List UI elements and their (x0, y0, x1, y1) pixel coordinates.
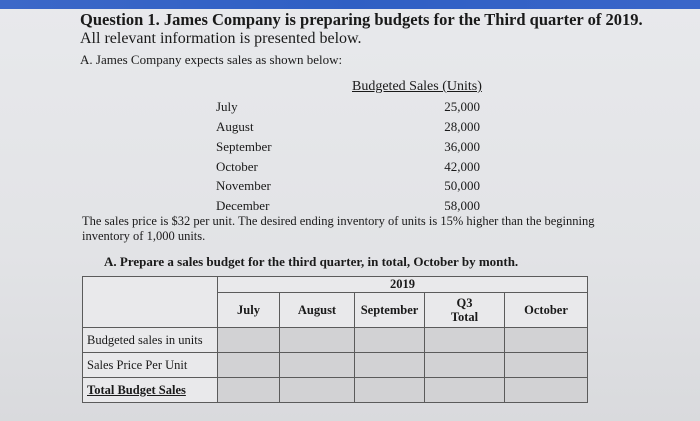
month-label: August (216, 119, 254, 134)
units-value: 50,000 (444, 178, 480, 193)
input-cell[interactable] (280, 328, 355, 353)
month-label: September (216, 139, 272, 154)
month-label: November (216, 178, 271, 193)
sales-row-september (216, 139, 480, 157)
corner-cell (83, 277, 218, 328)
month-label: October (216, 159, 258, 174)
col-header-august: August (280, 293, 355, 328)
month-label: July (216, 99, 238, 114)
sales-budget-table (82, 276, 588, 403)
units-value: 42,000 (444, 159, 480, 174)
input-cell[interactable] (505, 353, 588, 378)
total-label: Total (450, 310, 479, 324)
units-value: 25,000 (444, 99, 480, 114)
input-cell[interactable] (218, 378, 280, 403)
input-cell[interactable] (355, 328, 425, 353)
table-row (83, 378, 588, 403)
sales-row-october (216, 159, 480, 177)
task-instruction: A. Prepare a sales budget for the third quarter, in total, October by month. (104, 254, 519, 269)
input-cell[interactable] (355, 378, 425, 403)
input-cell[interactable] (280, 353, 355, 378)
input-cell[interactable] (218, 328, 280, 353)
sales-price-paragraph: The sales price is $32 per unit. The desired ending inventory of units is 15% higher than the beginning inventory of 1,000 units. (82, 214, 595, 243)
input-cell[interactable] (425, 353, 505, 378)
year-header: 2019 (218, 277, 588, 293)
q3-label: Q3 (456, 296, 473, 310)
month-label: December (216, 198, 270, 213)
row-label-budgeted-units: Budgeted sales in units (83, 328, 218, 353)
input-cell[interactable] (425, 328, 505, 353)
table-row (83, 353, 588, 378)
row-label-sales-price: Sales Price Per Unit (83, 353, 218, 378)
units-value: 58,000 (444, 198, 480, 213)
units-value: 36,000 (444, 139, 480, 154)
input-cell[interactable] (505, 378, 588, 403)
col-header-july: July (218, 293, 280, 328)
input-cell[interactable] (425, 378, 505, 403)
sales-row-july (216, 99, 480, 117)
input-cell[interactable] (505, 328, 588, 353)
row-label-total-budget-sales: Total Budget Sales (83, 378, 218, 403)
sales-row-november (216, 178, 480, 196)
sales-row-august (216, 119, 480, 137)
part-a-intro: A. James Company expects sales as shown below: (80, 52, 343, 67)
question-title: Question 1. James Company is preparing budgets for the Third quarter of 2019. (80, 10, 643, 29)
table-row (83, 328, 588, 353)
input-cell[interactable] (355, 353, 425, 378)
budgeted-sales-header: Budgeted Sales (Units) (352, 79, 482, 94)
input-cell[interactable] (280, 378, 355, 403)
question-subtitle: All relevant information is presented below. (80, 30, 362, 47)
col-header-october: October (505, 293, 588, 328)
col-header-q3-total (425, 293, 505, 328)
units-value: 28,000 (444, 119, 480, 134)
col-header-september: September (355, 293, 425, 328)
top-accent-bar (0, 0, 700, 9)
input-cell[interactable] (218, 353, 280, 378)
